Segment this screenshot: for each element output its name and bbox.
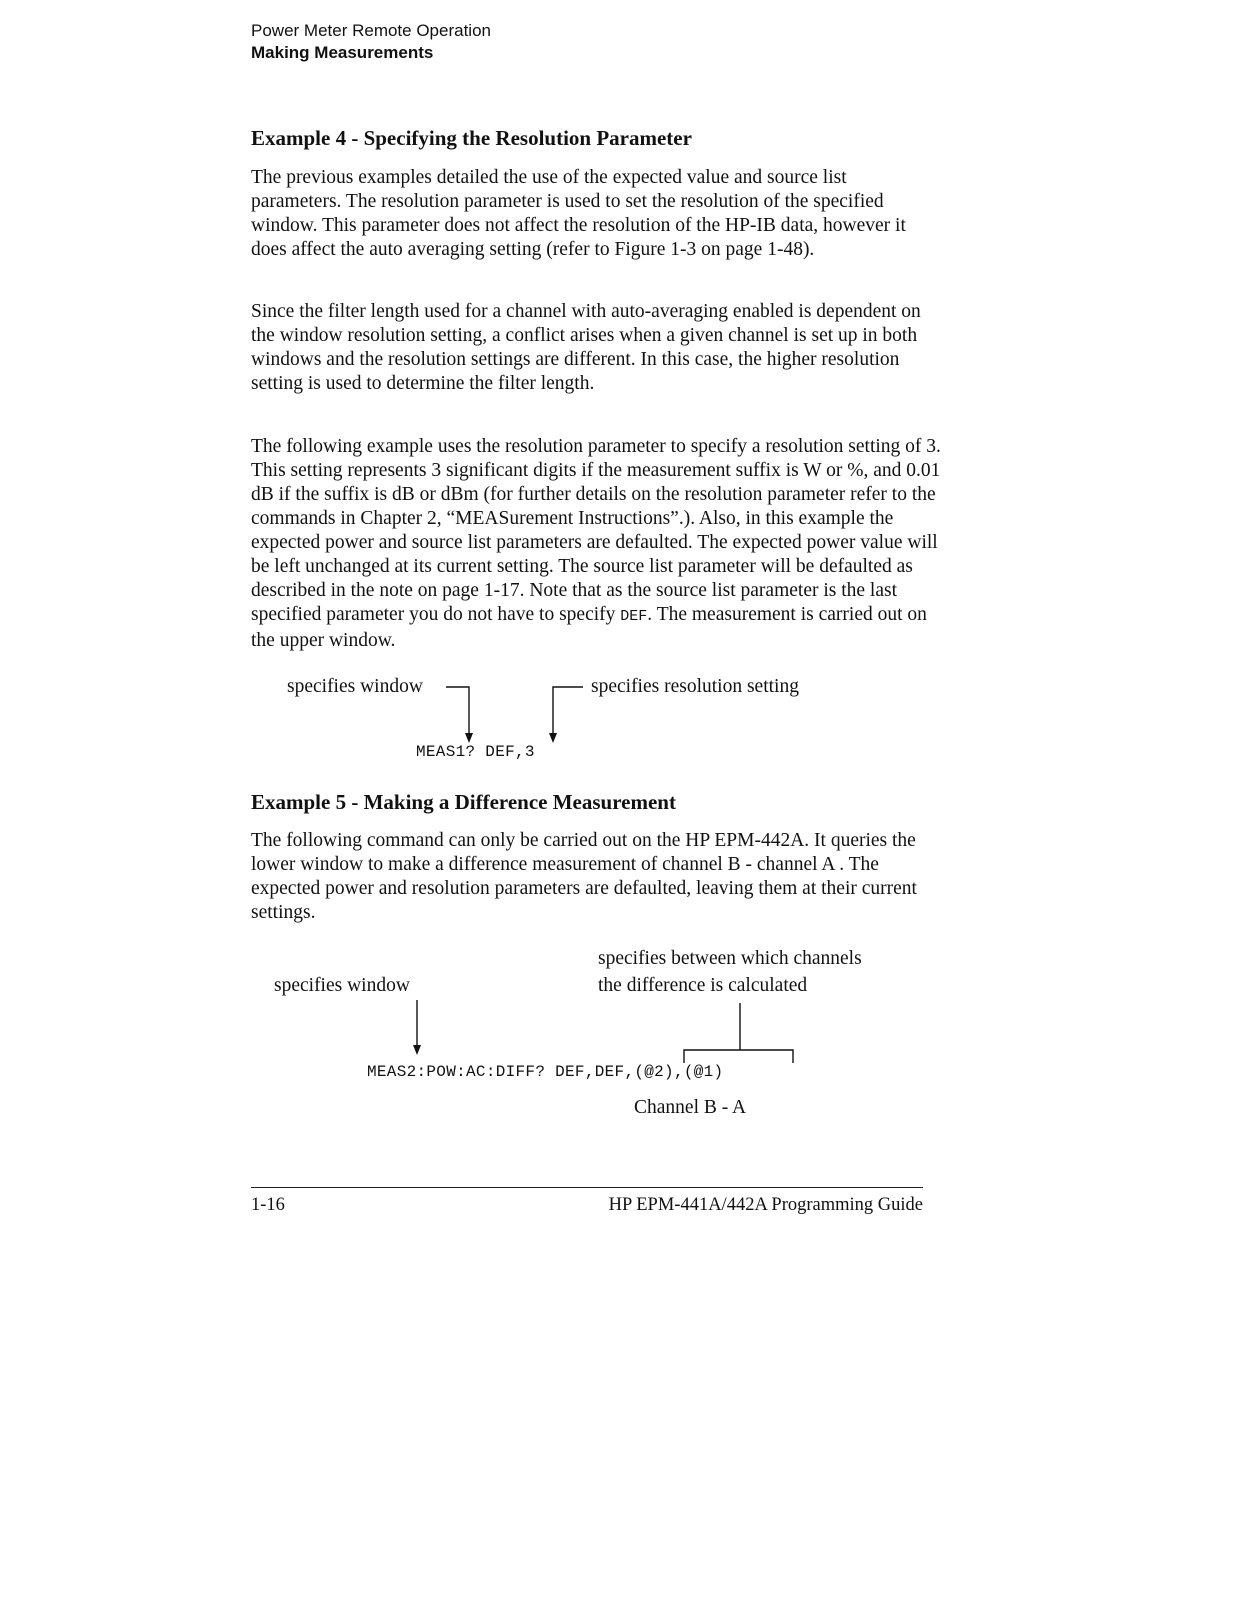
- example-5-paragraph: The following command can only be carried out on the HP EPM-442A. It queries the lower window to make a difference measurement of channel B - channel A . The expected power and resolution parameters are defaulted, leaving them at their current settings.: [251, 830, 917, 923]
- label-specifies-window-ex4: specifies window: [287, 676, 423, 697]
- footer-page-number: 1-16: [251, 1195, 285, 1215]
- channel-bracket: [684, 1050, 793, 1063]
- footer-guide-title: HP EPM-441A/442A Programming Guide: [608, 1195, 923, 1215]
- example-4-heading: Example 4 - Specifying the Resolution Parameter: [251, 126, 692, 150]
- running-header-subsection: Making Measurements: [251, 43, 434, 62]
- resolution-arrow-line: [553, 687, 583, 734]
- arrowhead-down-icon: [549, 733, 557, 743]
- example-4-paragraph-1: The previous examples detailed the use of the expected value and source list parameters. The resolution parameter is used to set the resolution of the specified window. This parameter does not affect the resolution of the HP-IB data, however it does affect the auto averaging setting (refer to Figure 1-3 on page 1-48).: [251, 167, 906, 260]
- arrowhead-down-icon: [413, 1045, 421, 1055]
- label-specifies-resolution: specifies resolution setting: [591, 676, 799, 697]
- window-arrow-line-ex4: [446, 687, 469, 734]
- command-meas2-diff: MEAS2:POW:AC:DIFF? DEF,DEF,(@2),(@1): [367, 1063, 724, 1081]
- paragraph-3-text-a: The following example uses the resolution parameter to specify a resolution setting of 3. This setting represents 3 significant digits if the measurement suffix is W or %, and 0.01 dB if the suffix is dB or dBm (for further details on the resolution parameter refer to the commands in Chapter 2, “MEASurement Instructions”.). Also, in this example the expected power and source list parameters are defaulted. The expected power value will be left unchanged at its current setting. The source list parameter will be defaulted as described in the note on page 1-17. Note that as the source list parameter is the last specified parameter you do not have to specify: [251, 436, 941, 625]
- footer-rule: [251, 1187, 923, 1188]
- label-channel-b-minus-a: Channel B - A: [634, 1097, 747, 1118]
- command-meas1: MEAS1? DEF,3: [416, 743, 535, 761]
- example-5-heading: Example 5 - Making a Difference Measurement: [251, 790, 676, 814]
- paragraph-3-text-b: . The measurement is carried out on the upper window.: [251, 604, 927, 651]
- label-specifies-channels-line2: the difference is calculated: [598, 975, 808, 996]
- running-header-section: Power Meter Remote Operation: [251, 21, 491, 40]
- label-specifies-channels-line1: specifies between which channels: [598, 948, 862, 969]
- example-4-paragraph-2: Since the filter length used for a channel with auto-averaging enabled is dependent on the window resolution setting, a conflict arises when a given channel is set up in both windows and the resolution settings are different. In this case, the higher resolution setting is used to determine the filter length.: [251, 301, 921, 394]
- arrowhead-down-icon: [465, 733, 473, 743]
- inline-code-def: DEF: [620, 608, 648, 625]
- label-specifies-window-ex5: specifies window: [274, 975, 410, 996]
